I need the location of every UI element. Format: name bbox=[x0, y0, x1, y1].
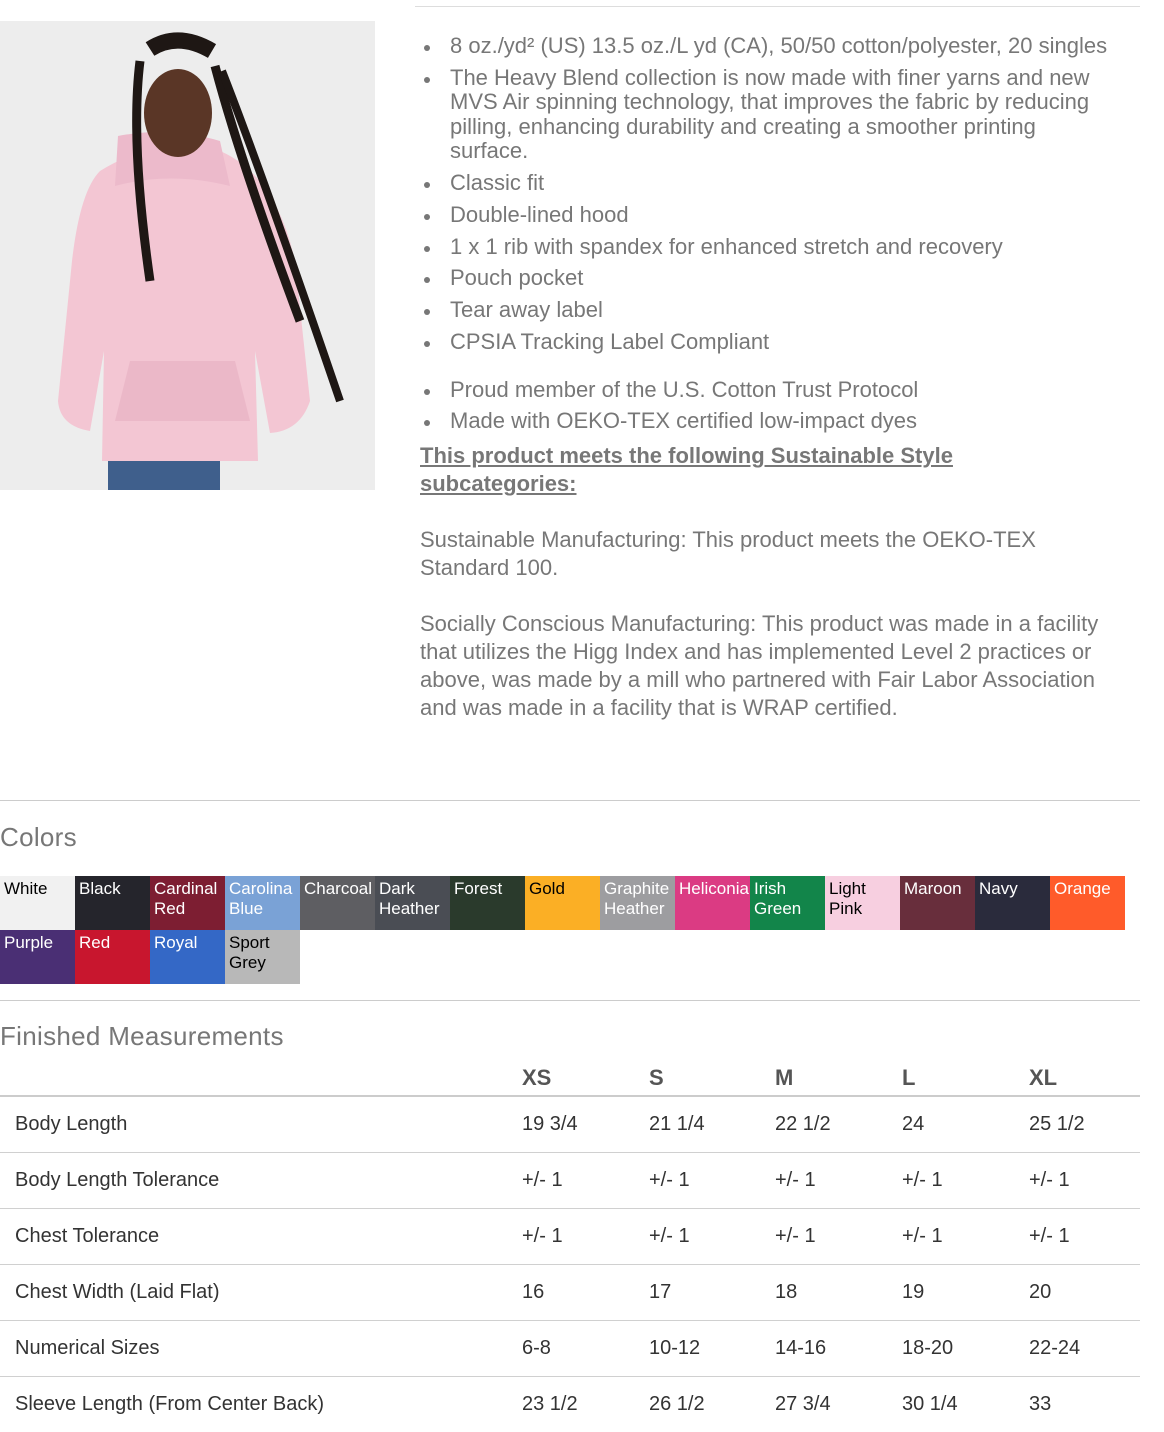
measurement-value: 18 bbox=[775, 1264, 902, 1320]
socially-conscious-text: Socially Conscious Manufacturing: This product was made in a facility that utilizes the Higg Index and has implemented Level 2 practices or above, was made by a mill who partnered with Fair Labor Association and was made in a facility that is WRAP certified. bbox=[420, 610, 1099, 720]
color-swatch[interactable]: Sport Grey bbox=[225, 930, 300, 984]
feature-item: 1 x 1 rib with spandex for enhanced stretch and recovery bbox=[420, 235, 1110, 260]
feature-item: Proud member of the U.S. Cotton Trust Protocol bbox=[420, 378, 1110, 403]
product-description bbox=[420, 34, 1110, 722]
feature-item: Double-lined hood bbox=[420, 203, 1110, 228]
feature-list bbox=[420, 34, 1110, 355]
measurement-value: 26 1/2 bbox=[649, 1392, 705, 1415]
measurement-value: +/- 1 bbox=[902, 1208, 1029, 1264]
measurement-value: 33 bbox=[1029, 1392, 1052, 1415]
feature-item: Tear away label bbox=[420, 298, 1110, 323]
sustainable-manufacturing-text: Sustainable Manufacturing: This product meets the OEKO-TEX Standard 100. bbox=[420, 526, 1036, 580]
measurement-value: +/- 1 bbox=[902, 1152, 1029, 1208]
size-header: S bbox=[649, 1058, 775, 1096]
measurement-value: 21 1/4 bbox=[649, 1096, 775, 1152]
measurement-value: +/- 1 bbox=[649, 1152, 775, 1208]
table-row bbox=[0, 1320, 1140, 1376]
table-row bbox=[0, 1152, 1140, 1208]
table-row bbox=[0, 1264, 1140, 1320]
size-header: XL bbox=[1029, 1058, 1140, 1096]
measurement-value: 30 1/4 bbox=[902, 1392, 958, 1415]
size-header: M bbox=[775, 1058, 902, 1096]
measurement-label: Body Length Tolerance bbox=[0, 1152, 522, 1208]
table-row bbox=[0, 1208, 1140, 1264]
color-swatch[interactable]: Royal bbox=[150, 930, 225, 984]
certification-list bbox=[420, 378, 1110, 434]
color-swatch[interactable]: Forest bbox=[450, 876, 525, 930]
measurement-value: 17 bbox=[649, 1264, 775, 1320]
measurement-value: 22-24 bbox=[1029, 1320, 1140, 1376]
color-swatch[interactable]: White bbox=[0, 876, 75, 930]
measurement-label: Body Length bbox=[0, 1096, 522, 1152]
measurement-value: 23 1/2 bbox=[522, 1392, 578, 1415]
measurement-value: 14-16 bbox=[775, 1320, 902, 1376]
feature-item: Classic fit bbox=[420, 171, 1110, 196]
measurement-value: +/- 1 bbox=[1029, 1152, 1140, 1208]
color-swatch[interactable]: Purple bbox=[0, 930, 75, 984]
color-swatch[interactable]: Light Pink bbox=[825, 876, 900, 930]
color-swatches bbox=[0, 876, 1130, 984]
color-swatch[interactable]: Black bbox=[75, 876, 150, 930]
colors-heading: Colors bbox=[0, 822, 77, 852]
table-row bbox=[0, 1096, 1140, 1152]
measurement-value: +/- 1 bbox=[1029, 1208, 1140, 1264]
color-swatch[interactable]: Gold bbox=[525, 876, 600, 930]
size-header: L bbox=[902, 1058, 1029, 1096]
table-row bbox=[0, 1376, 1140, 1432]
measurement-label: Chest Width (Laid Flat) bbox=[0, 1264, 522, 1320]
measurement-value: 18-20 bbox=[902, 1320, 1029, 1376]
measurement-value: 6-8 bbox=[522, 1320, 649, 1376]
color-swatch[interactable]: Graphite Heather bbox=[600, 876, 675, 930]
measurement-value: 19 bbox=[902, 1264, 1029, 1320]
measurement-value: +/- 1 bbox=[775, 1208, 902, 1264]
color-swatch[interactable]: Maroon bbox=[900, 876, 975, 930]
measurement-value: 10-12 bbox=[649, 1320, 775, 1376]
color-swatch[interactable]: Navy bbox=[975, 876, 1050, 930]
measurement-label: Chest Tolerance bbox=[0, 1208, 522, 1264]
color-swatch[interactable]: Orange bbox=[1050, 876, 1125, 930]
feature-item: Made with OEKO-TEX certified low-impact dyes bbox=[420, 409, 1110, 434]
size-header: XS bbox=[522, 1058, 649, 1096]
measurement-value: 27 3/4 bbox=[775, 1392, 831, 1415]
sustainable-style-title: This product meets the following Sustainable Style subcategories: bbox=[420, 442, 953, 496]
measurement-value: 19 3/4 bbox=[522, 1096, 649, 1152]
top-divider bbox=[415, 6, 1140, 7]
measurement-value: +/- 1 bbox=[522, 1208, 649, 1264]
feature-item: The Heavy Blend collection is now made with finer yarns and new MVS Air spinning technology, that improves the fabric by reducing pilling, enhancing durability and creating a smoother printing surface. bbox=[420, 66, 1110, 164]
section-divider bbox=[0, 1000, 1140, 1001]
measurement-value: 20 bbox=[1029, 1264, 1140, 1320]
size-header-row bbox=[0, 1058, 1140, 1096]
measurement-label: Numerical Sizes bbox=[0, 1320, 522, 1376]
color-swatch[interactable]: Dark Heather bbox=[375, 876, 450, 930]
measurement-value: 24 bbox=[902, 1096, 1029, 1152]
feature-item: Pouch pocket bbox=[420, 266, 1110, 291]
measurement-value: +/- 1 bbox=[522, 1152, 649, 1208]
measurements-table bbox=[0, 1058, 1140, 1432]
measurement-label: Sleeve Length (From Center Back) bbox=[15, 1392, 325, 1415]
color-swatch[interactable]: Red bbox=[75, 930, 150, 984]
measurement-value: +/- 1 bbox=[649, 1208, 775, 1264]
measurement-value: +/- 1 bbox=[775, 1152, 902, 1208]
measurement-value: 22 1/2 bbox=[775, 1096, 902, 1152]
measurements-heading: Finished Measurements bbox=[0, 1021, 284, 1051]
color-swatch[interactable]: Heliconia bbox=[675, 876, 750, 930]
feature-item: 8 oz./yd² (US) 13.5 oz./L yd (CA), 50/50 cotton/polyester, 20 singles bbox=[420, 34, 1110, 59]
color-swatch[interactable]: Carolina Blue bbox=[225, 876, 300, 930]
measurement-value: 25 1/2 bbox=[1029, 1096, 1140, 1152]
color-swatch[interactable]: Charcoal bbox=[300, 876, 375, 930]
measurement-value: 16 bbox=[522, 1264, 649, 1320]
product-photo bbox=[0, 21, 375, 490]
color-swatch[interactable]: Cardinal Red bbox=[150, 876, 225, 930]
color-swatch[interactable]: Irish Green bbox=[750, 876, 825, 930]
feature-item: CPSIA Tracking Label Compliant bbox=[420, 330, 1110, 355]
section-divider bbox=[0, 800, 1140, 801]
